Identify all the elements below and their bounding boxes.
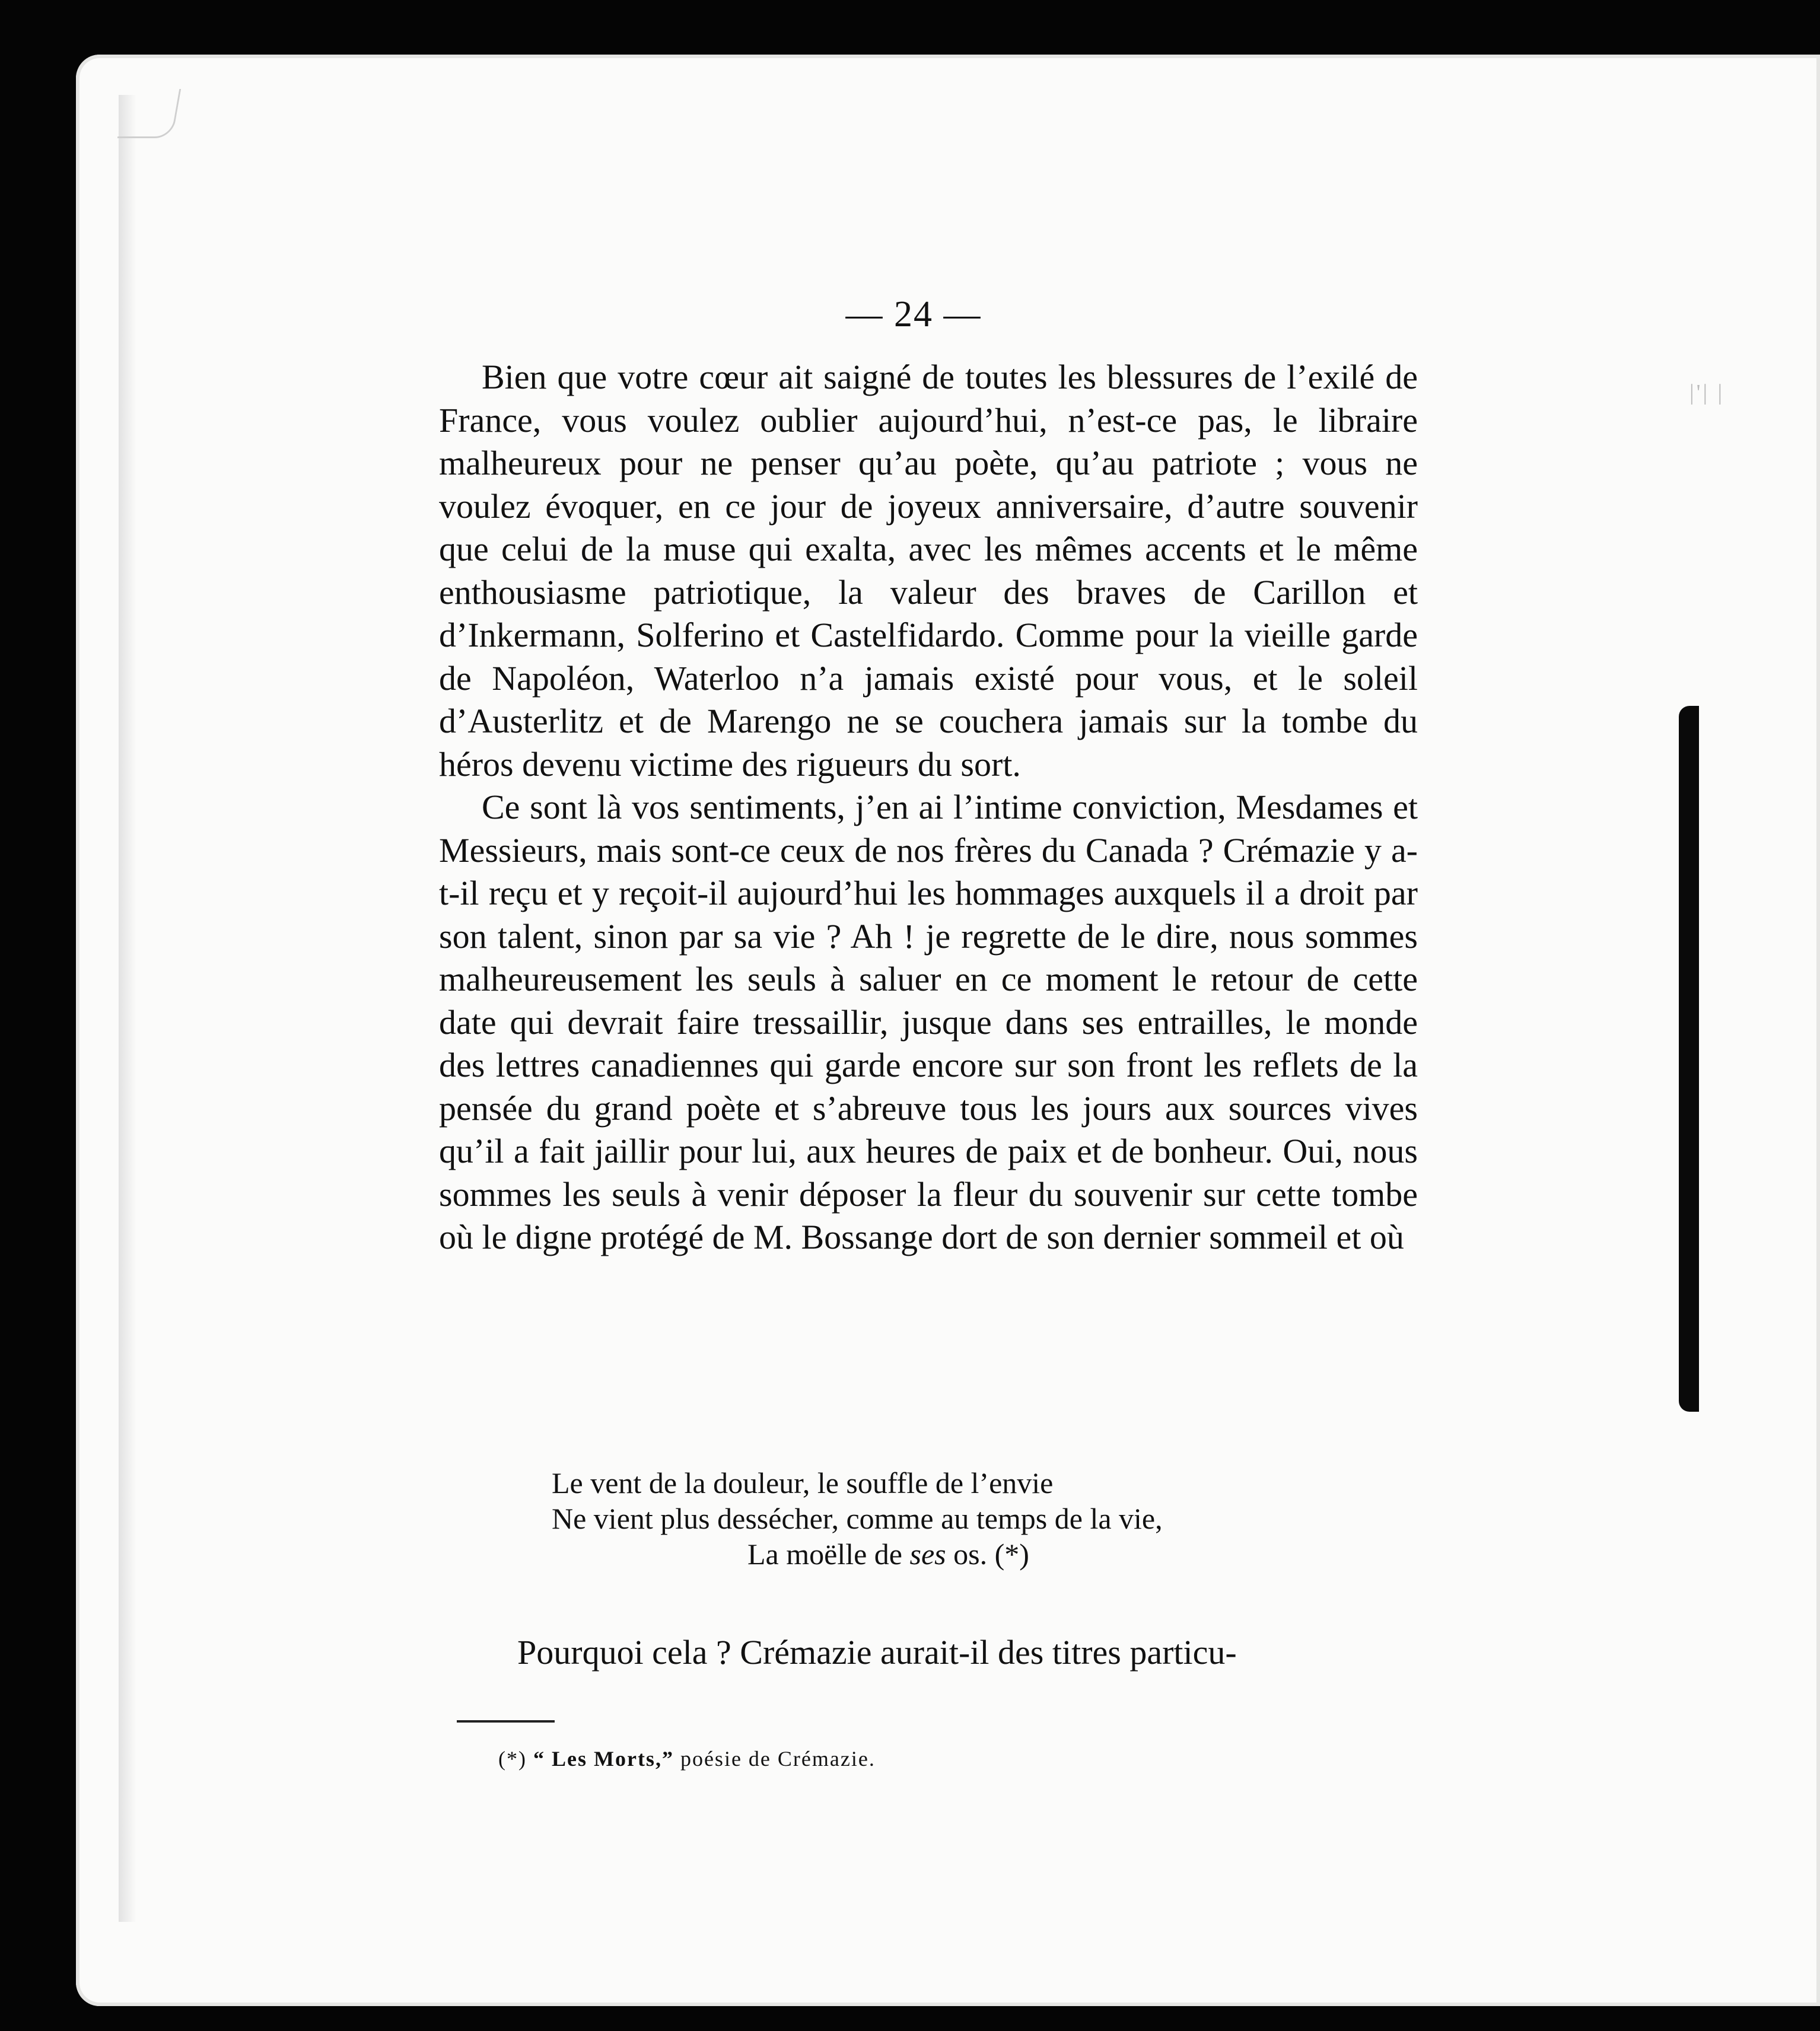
body-text (439, 356, 1418, 1259)
continuation-paragraph: Pourquoi cela ? Crémazie aurait-il des titres particu- (517, 1633, 1237, 1672)
binding-shadow (119, 95, 136, 1922)
edge-marks: |'| | (1689, 380, 1725, 405)
verse-line-3-start: La moëlle de (747, 1537, 910, 1571)
paragraph-2: Ce sont là vos sentiments, j’en ai l’intime conviction, Mesdames et Messieurs, mais sont-ce ceux de nos frères du Canada ? Crémazie y a-t-il reçu et y reçoit-il aujourd’hui les hommages auxquels il a droit par son talent, sinon par sa vie ? Ah ! je regrette de le dire, nous sommes malheureusement les seuls à saluer en ce moment le retour de cette date qui devrait faire tressaillir, jusque dans ses entrailles, le monde des lettres canadiennes qui garde encore sur son front les reflets de la pensée du grand poète et s’abreuve tous les jours aux sources vives qu’il a fait jaillir pour lui, aux heures de paix et de bonheur. Oui, nous sommes les seuls à venir déposer la fleur du souvenir sur cette tombe où le digne protégé de M. Bossange dort de son dernier sommeil et où (439, 788, 1418, 1256)
verse-line-2: Ne vient plus dessécher, comme au temps de la vie, (552, 1502, 1163, 1535)
footnote-text: poésie de Crémazie. (680, 1747, 876, 1771)
verse-line-3 (552, 1536, 1394, 1572)
paragraph-1: Bien que votre cœur ait saigné de toutes les blessures de l’exilé de France, vous voulez oublier aujourd’hui, n’est-ce pas, le libraire malheureux pour ne penser qu’au poète, qu’au patriote ; vous ne voulez évoquer, en ce jour de joyeux anniversaire, d’autre souvenir que celui de la muse qui exalta, avec les mêmes accents et le même enthousiasme patriotique, la valeur des braves de Carillon et d’Inkermann, Solferino et Castelfidardo. Comme pour la vieille garde de Napoléon, Waterloo n’a jamais existé pour vous, et le soleil d’Austerlitz et de Marengo ne se couchera jamais sur la tombe du héros devenu victime des rigueurs du sort. (439, 358, 1418, 784)
verse-line-3-end: os. (*) (946, 1537, 1029, 1571)
footnote (498, 1746, 876, 1771)
footnote-rule (457, 1720, 555, 1723)
verse-line-1: Le vent de la douleur, le souffle de l’envie (552, 1466, 1054, 1500)
footnote-title: “ Les Morts,” (533, 1747, 674, 1771)
verse-line-3-italic: ses (909, 1537, 946, 1571)
page-edge-tab (1679, 706, 1699, 1412)
verse-quotation (552, 1465, 1394, 1572)
page-number: — 24 — (845, 294, 982, 335)
footnote-marker: (*) (498, 1747, 527, 1771)
